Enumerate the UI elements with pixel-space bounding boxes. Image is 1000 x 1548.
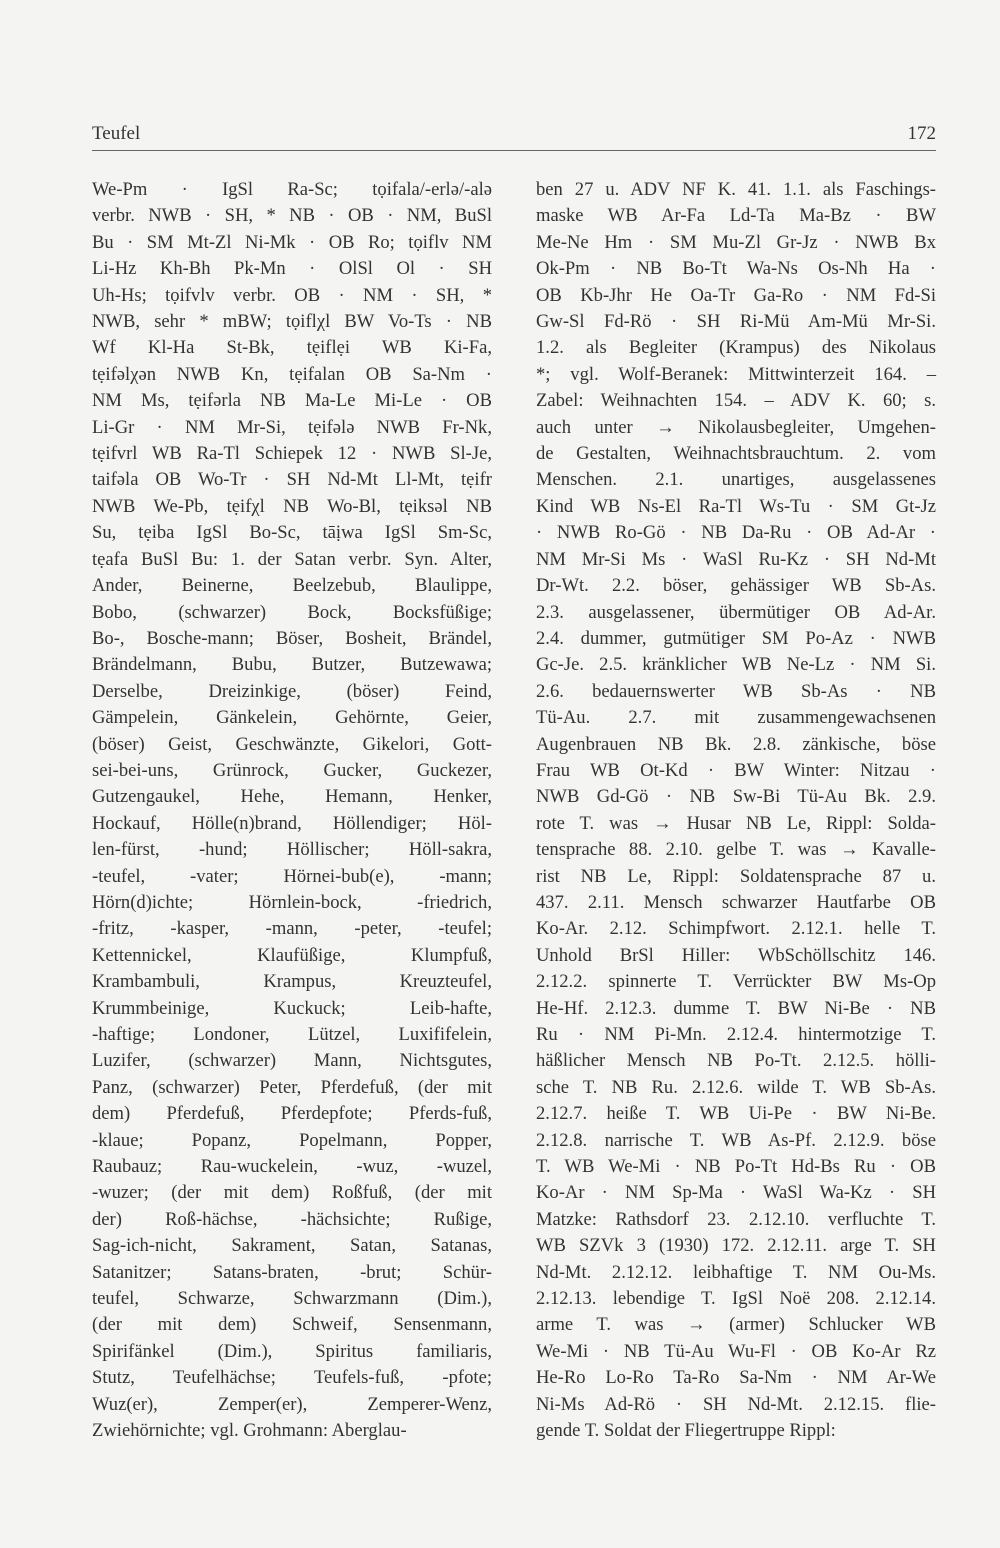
left-column-line: Li-Gr · NM Mr-Si, tẹifələ NWB Fr-Nk, — [92, 416, 492, 438]
right-column-line: Menschen. 2.1. unartiges, ausgelassenes — [536, 469, 936, 491]
right-column-line: Nd-Mt. 2.12.12. leibhaftige T. NM Ou-Ms. — [536, 1261, 936, 1283]
left-column-line: Hockauf, Hölle(n)brand, Höllendiger; Höl- — [92, 812, 492, 834]
right-column-line: sche T. NB Ru. 2.12.6. wilde T. WB Sb-As. — [536, 1076, 936, 1098]
right-column-line: Ru · NM Pi-Mn. 2.12.4. hintermotzige T. — [536, 1024, 936, 1045]
left-column-line: (der mit dem) Schweif, Sensenmann, — [92, 1314, 492, 1336]
left-column-line: teufel, Schwarze, Schwarzmann (Dim.), — [92, 1288, 492, 1310]
left-column-line: Spirifänkel (Dim.), Spiritus familiaris, — [92, 1340, 492, 1362]
right-column-line: He-Hf. 2.12.3. dumme T. BW Ni-Be · NB — [536, 997, 936, 1019]
left-column-line: Bo-, Bosche-mann; Böser, Bosheit, Brändel, — [92, 627, 492, 649]
right-column-line: 437. 2.11. Mensch schwarzer Hautfarbe OB — [536, 891, 936, 913]
left-column-line: Derselbe, Dreizinkige, (böser) Feind, — [92, 680, 492, 702]
right-column-line: arme T. was → (armer) Schlucker WB — [536, 1314, 936, 1336]
left-column-line: tẹafa BuSl Bu: 1. der Satan verbr. Syn. Alter, — [92, 548, 492, 570]
right-column-line: Dr-Wt. 2.2. böser, gehässiger WB Sb-As. — [536, 575, 936, 597]
right-column-line: Me-Ne Hm · SM Mu-Zl Gr-Jz · NWB Bx — [536, 231, 936, 253]
left-column-line: -fritz, -kasper, -mann, -peter, -teufel; — [92, 918, 492, 940]
right-column-line: Frau WB Ot-Kd · BW Winter: Nitzau · — [536, 759, 936, 781]
right-column-line: We-Mi · NB Tü-Au Wu-Fl · OB Ko-Ar Rz — [536, 1340, 936, 1362]
left-column-line: Li-Hz Kh-Bh Pk-Mn · OlSl Ol · SH — [92, 258, 492, 280]
left-column-line: Sag-ich-nicht, Sakrament, Satan, Satanas, — [92, 1235, 492, 1257]
right-column-line: NM Mr-Si Ms · WaSl Ru-Kz · SH Nd-Mt — [536, 548, 936, 570]
page-title: Teufel — [92, 123, 141, 144]
left-column-line: NM Ms, tẹifərla NB Ma-Le Mi-Le · OB — [92, 390, 492, 412]
right-column-line: 2.12.2. spinnerte T. Verrückter BW Ms-Op — [536, 971, 936, 993]
left-column-line: Krummbeinige, Kuckuck; Leib-hafte, — [92, 997, 492, 1019]
left-column-line: -haftige; Londoner, Lützel, Luxififelein, — [92, 1024, 492, 1045]
right-column-line: He-Ro Lo-Ro Ta-Ro Sa-Nm · NM Ar-We — [536, 1367, 936, 1389]
right-column-line: T. WB We-Mi · NB Po-Tt Hd-Bs Ru · OB — [536, 1156, 936, 1178]
right-column-line: OB Kb-Jhr He Oa-Tr Ga-Ro · NM Fd-Si — [536, 284, 936, 306]
left-column-line: Luzifer, (schwarzer) Mann, Nichtsgutes, — [92, 1050, 492, 1072]
right-column-line: Kind WB Ns-El Ra-Tl Ws-Tu · SM Gt-Jz — [536, 495, 936, 517]
left-column-line: Hörn(d)ichte; Hörnlein-bock, -friedrich, — [92, 891, 492, 913]
right-column-line: maske WB Ar-Fa Ld-Ta Ma-Bz · BW — [536, 205, 936, 227]
left-column-line: Bu · SM Mt-Zl Ni-Mk · OB Ro; tọiflv NM — [92, 231, 492, 253]
left-column-line: dem) Pferdefuß, Pferdepfote; Pferds-fuß, — [92, 1103, 492, 1125]
right-column-line: Unhold BrSl Hiller: WbSchöllschitz 146. — [536, 944, 936, 966]
left-column-line: Uh-Hs; tọifvlv verbr. OB · NM · SH, * — [92, 284, 492, 306]
right-column — [536, 177, 936, 1445]
left-column-line: Gutzengaukel, Hehe, Hemann, Henker, — [92, 786, 492, 808]
left-column-line: Kettennickel, Klaufüßige, Klumpfuß, — [92, 944, 492, 966]
left-column-line: Su, tẹiba IgSl Bo-Sc, tāịwa IgSl Sm-Sc, — [92, 522, 492, 544]
left-column-line: Gämpelein, Gänkelein, Gehörnte, Geier, — [92, 707, 492, 729]
right-column-line: rote T. was → Husar NB Le, Rippl: Solda- — [536, 812, 936, 834]
left-column-line: NWB, sehr * mBW; tọiflχl BW Vo-Ts · NB — [92, 311, 492, 333]
right-column-line: Gc-Je. 2.5. kränklicher WB Ne-Lz · NM Si. — [536, 654, 936, 676]
right-column-line: ben 27 u. ADV NF K. 41. 1.1. als Faschings- — [536, 179, 936, 200]
right-column-line: gende T. Soldat der Fliegertruppe Rippl: — [536, 1420, 836, 1442]
left-column-line: Wf Kl-Ha St-Bk, tẹiflẹi WB Ki-Fa, — [92, 337, 492, 359]
left-column-line: NWB We-Pb, tẹifχl NB Wo-Bl, tẹiksəl NB — [92, 495, 492, 517]
left-column-line: -klaue; Popanz, Popelmann, Popper, — [92, 1129, 492, 1151]
right-column-line: auch unter → Nikolausbegleiter, Umgehen- — [536, 416, 936, 438]
left-column-line: Wuz(er), Zemper(er), Zemperer-Wenz, — [92, 1393, 492, 1415]
left-column-line: We-Pm · IgSl Ra-Sc; tọifala/-erlə/-alə — [92, 179, 492, 200]
running-head — [92, 118, 936, 151]
right-column-line: 2.4. dummer, gutmütiger SM Po-Az · NWB — [536, 627, 936, 649]
right-column-line: 2.12.7. heiße T. WB Ui-Pe · BW Ni-Be. — [536, 1103, 936, 1125]
left-column-line: verbr. NWB · SH, * NB · OB · NM, BuSl — [92, 205, 492, 227]
left-column-line: Bobo, (schwarzer) Bock, Bocksfüßige; — [92, 601, 492, 623]
right-column-line: Gw-Sl Fd-Rö · SH Ri-Mü Am-Mü Mr-Si. — [536, 311, 936, 333]
right-column-line: 2.3. ausgelassener, übermütiger OB Ad-Ar. — [536, 601, 936, 623]
left-column-line: Zwiehörnichte; vgl. Grohmann: Aberglau- — [92, 1420, 407, 1442]
right-column-line: 2.12.13. lebendige T. IgSl Noë 208. 2.12.14. — [536, 1288, 936, 1310]
right-column-line: *; vgl. Wolf-Beranek: Mittwinterzeit 164. – — [536, 363, 936, 385]
right-column-line: 2.6. bedauernswerter WB Sb-As · NB — [536, 680, 936, 702]
left-column — [92, 177, 492, 1445]
right-column-line: · NWB Ro-Gö · NB Da-Ru · OB Ad-Ar · — [536, 522, 936, 544]
right-column-line: Zabel: Weihnachten 154. – ADV K. 60; s. — [536, 390, 936, 412]
left-column-line: tẹifvrl WB Ra-Tl Schiepek 12 · NWB Sl-Je, — [92, 443, 492, 465]
right-column-line: häßlicher Mensch NB Po-Tt. 2.12.5. hölli- — [536, 1050, 936, 1072]
right-column-line: 1.2. als Begleiter (Krampus) des Nikolaus — [536, 337, 936, 359]
right-column-line: rist NB Le, Rippl: Soldatensprache 87 u. — [536, 865, 936, 887]
right-column-line: Ko-Ar. 2.12. Schimpfwort. 2.12.1. helle T. — [536, 918, 936, 940]
left-column-line: Satanitzer; Satans-braten, -brut; Schür- — [92, 1261, 492, 1283]
left-column-line: (böser) Geist, Geschwänzte, Gikelori, Gott- — [92, 733, 492, 755]
right-column-line: Tü-Au. 2.7. mit zusammengewachsenen — [536, 707, 936, 729]
left-column-line: Stutz, Teufelhächse; Teufels-fuß, -pfote; — [92, 1367, 492, 1389]
right-column-line: Matzke: Rathsdorf 23. 2.12.10. verfluchte T. — [536, 1208, 936, 1230]
right-column-line: de Gestalten, Weihnachtsbrauchtum. 2. vom — [536, 443, 936, 465]
left-column-line: Panz, (schwarzer) Peter, Pferdefuß, (der mit — [92, 1076, 492, 1098]
right-column-line: NWB Gd-Gö · NB Sw-Bi Tü-Au Bk. 2.9. — [536, 786, 936, 808]
left-column-line: Krambambuli, Krampus, Kreuzteufel, — [92, 971, 492, 993]
left-column-line: Raubauz; Rau-wuckelein, -wuz, -wuzel, — [92, 1156, 492, 1178]
right-column-line: WB SZVk 3 (1930) 172. 2.12.11. arge T. SH — [536, 1235, 936, 1257]
right-column-line: 2.12.8. narrische T. WB As-Pf. 2.12.9. böse — [536, 1129, 936, 1151]
left-column-line: tẹifəlχən NWB Kn, tẹifalan OB Sa-Nm · — [92, 363, 492, 385]
left-column-line: sei-bei-uns, Grünrock, Gucker, Guckezer, — [92, 759, 492, 781]
left-column-line: -teufel, -vater; Hörnei-bub(e), -mann; — [92, 865, 492, 887]
left-column-line: taifəla OB Wo-Tr · SH Nd-Mt Ll-Mt, tẹifr — [92, 469, 492, 491]
left-column-line: Ander, Beinerne, Beelzebub, Blaulippe, — [92, 575, 492, 597]
right-column-line: tensprache 88. 2.10. gelbe T. was → Kavalle- — [536, 839, 936, 861]
right-column-line: Ok-Pm · NB Bo-Tt Wa-Ns Os-Nh Ha · — [536, 258, 936, 280]
left-column-line: Brändelmann, Bubu, Butzer, Butzewawa; — [92, 654, 492, 676]
left-column-line: -wuzer; (der mit dem) Roßfuß, (der mit — [92, 1182, 492, 1204]
right-column-line: Ni-Ms Ad-Rö · SH Nd-Mt. 2.12.15. flie- — [536, 1393, 936, 1415]
right-column-line: Ko-Ar · NM Sp-Ma · WaSl Wa-Kz · SH — [536, 1182, 936, 1204]
left-column-line: der) Roß-hächse, -hächsichte; Rußige, — [92, 1208, 492, 1230]
right-column-line: Augenbrauen NB Bk. 2.8. zänkische, böse — [536, 733, 936, 755]
left-column-line: len-fürst, -hund; Höllischer; Höll-sakra, — [92, 839, 492, 861]
page-number: 172 — [907, 123, 936, 144]
